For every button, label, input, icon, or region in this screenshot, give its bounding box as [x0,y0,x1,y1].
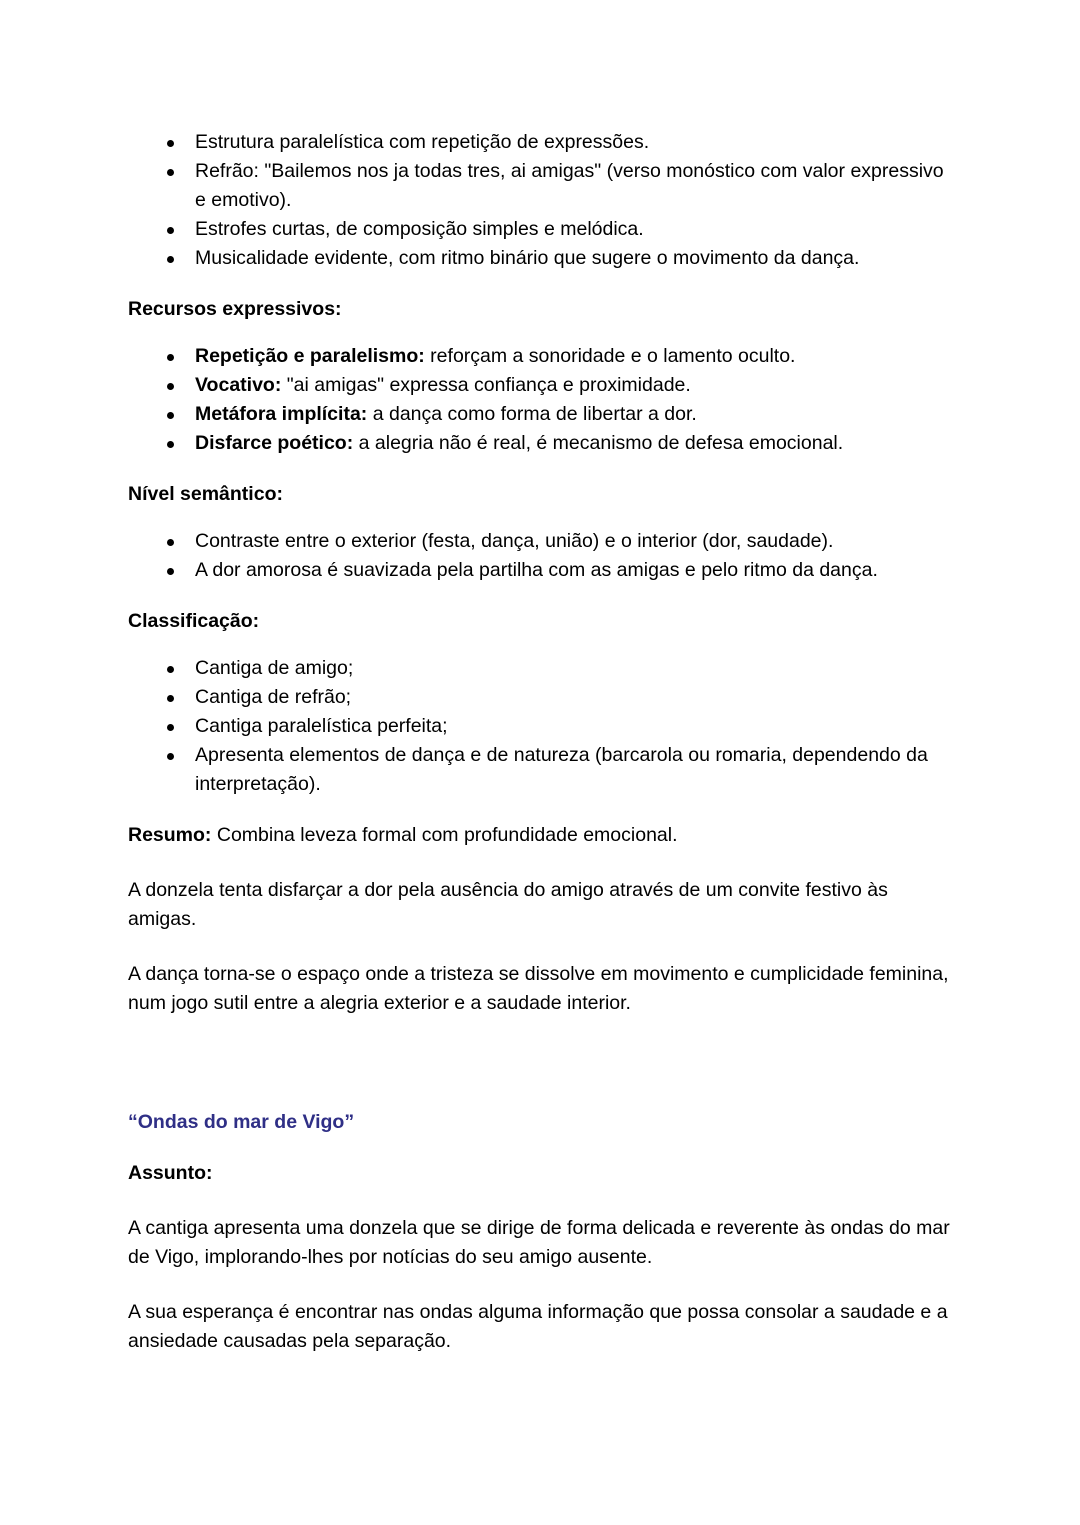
spacer [128,585,952,607]
list-item [128,400,952,429]
section-title-ondas-do-mar-de-vigo: “Ondas do mar de Vigo” [128,1111,355,1133]
list-item-text: Estrofes curtas, de composição simples e melódica. [195,218,644,240]
spacer [128,509,952,527]
list-item-text: reforçam a sonoridade e o lamento oculto. [424,345,796,367]
section-heading-classificacao: Classificação: [128,610,260,632]
list-item-text: Musicalidade evidente, com ritmo binário que sugere o movimento da dança. [195,247,860,269]
paragraph-resumo [128,821,952,850]
list-item-term: Vocativo: [195,374,282,396]
spacer [128,458,952,480]
list-item-text: Contraste entre o exterior (festa, dança, união) e o interior (dor, saudade). [195,530,834,552]
recursos-list [128,342,952,458]
document-content [128,128,952,1356]
spacer [128,636,952,654]
list-item [128,741,952,799]
resumo-term: Resumo: [128,824,212,846]
list-item [128,371,952,400]
list-item [128,157,952,215]
section-heading-recursos: Recursos expressivos: [128,298,342,320]
resumo-text: Combina leveza formal com profundidade emocional. [211,824,678,846]
paragraph-danca: A dança torna-se o espaço onde a tristeza se dissolve em movimento e cumplicidade feminina, num jogo sutil entre a alegria exterior e a saudade interior. [128,963,949,1014]
list-item [128,556,952,585]
list-item [128,527,952,556]
list-item [128,128,952,157]
list-item [128,429,952,458]
list-item-text: "ai amigas" expressa confiança e proximidade. [281,374,691,396]
list-item-term: Disfarce poético: [195,432,354,454]
list-item-text: A dor amorosa é suavizada pela partilha com as amigas e pelo ritmo da dança. [195,559,878,581]
list-item-text: Cantiga de refrão; [195,686,352,708]
nivel-semantico-list [128,527,952,585]
spacer [128,324,952,342]
paragraph-donzela: A donzela tenta disfarçar a dor pela ausência do amigo através de um convite festivo às amigas. [128,879,888,930]
spacer [128,273,952,295]
spacer [128,1018,952,1108]
section-heading-assunto: Assunto: [128,1162,213,1184]
list-item-text: a dança como forma de libertar a dor. [367,403,697,425]
list-item [128,712,952,741]
list-item-term: Repetição e paralelismo: [195,345,425,367]
spacer [128,799,952,821]
list-item-text: Cantiga paralelística perfeita; [195,715,448,737]
list-item [128,244,952,273]
list-item-text: Apresenta elementos de dança e de natureza (barcarola ou romaria, dependendo da interpretação). [195,744,928,795]
spacer [128,850,952,876]
list-item-term: Metáfora implícita: [195,403,368,425]
paragraph-cantiga: A cantiga apresenta uma donzela que se dirige de forma delicada e reverente às ondas do mar de Vigo, implorando-lhes por notícias do seu amigo ausente. [128,1217,950,1268]
list-item-text: Cantiga de amigo; [195,657,354,679]
classificacao-list [128,654,952,799]
formal-features-list [128,128,952,273]
list-item-text: Estrutura paralelística com repetição de expressões. [195,131,650,153]
list-item [128,215,952,244]
spacer [128,1272,952,1298]
spacer [128,934,952,960]
list-item-text: Refrão: "Bailemos nos ja todas tres, ai amigas" (verso monóstico com valor expressivo e emotivo). [195,160,944,211]
section-heading-nivel-semantico: Nível semântico: [128,483,283,505]
spacer [128,1188,952,1214]
spacer [128,1137,952,1159]
paragraph-esperanca: A sua esperança é encontrar nas ondas alguma informação que possa consolar a saudade e a ansiedade causadas pela separação. [128,1301,948,1352]
list-item [128,654,952,683]
list-item [128,342,952,371]
list-item [128,683,952,712]
list-item-text: a alegria não é real, é mecanismo de defesa emocional. [353,432,844,454]
